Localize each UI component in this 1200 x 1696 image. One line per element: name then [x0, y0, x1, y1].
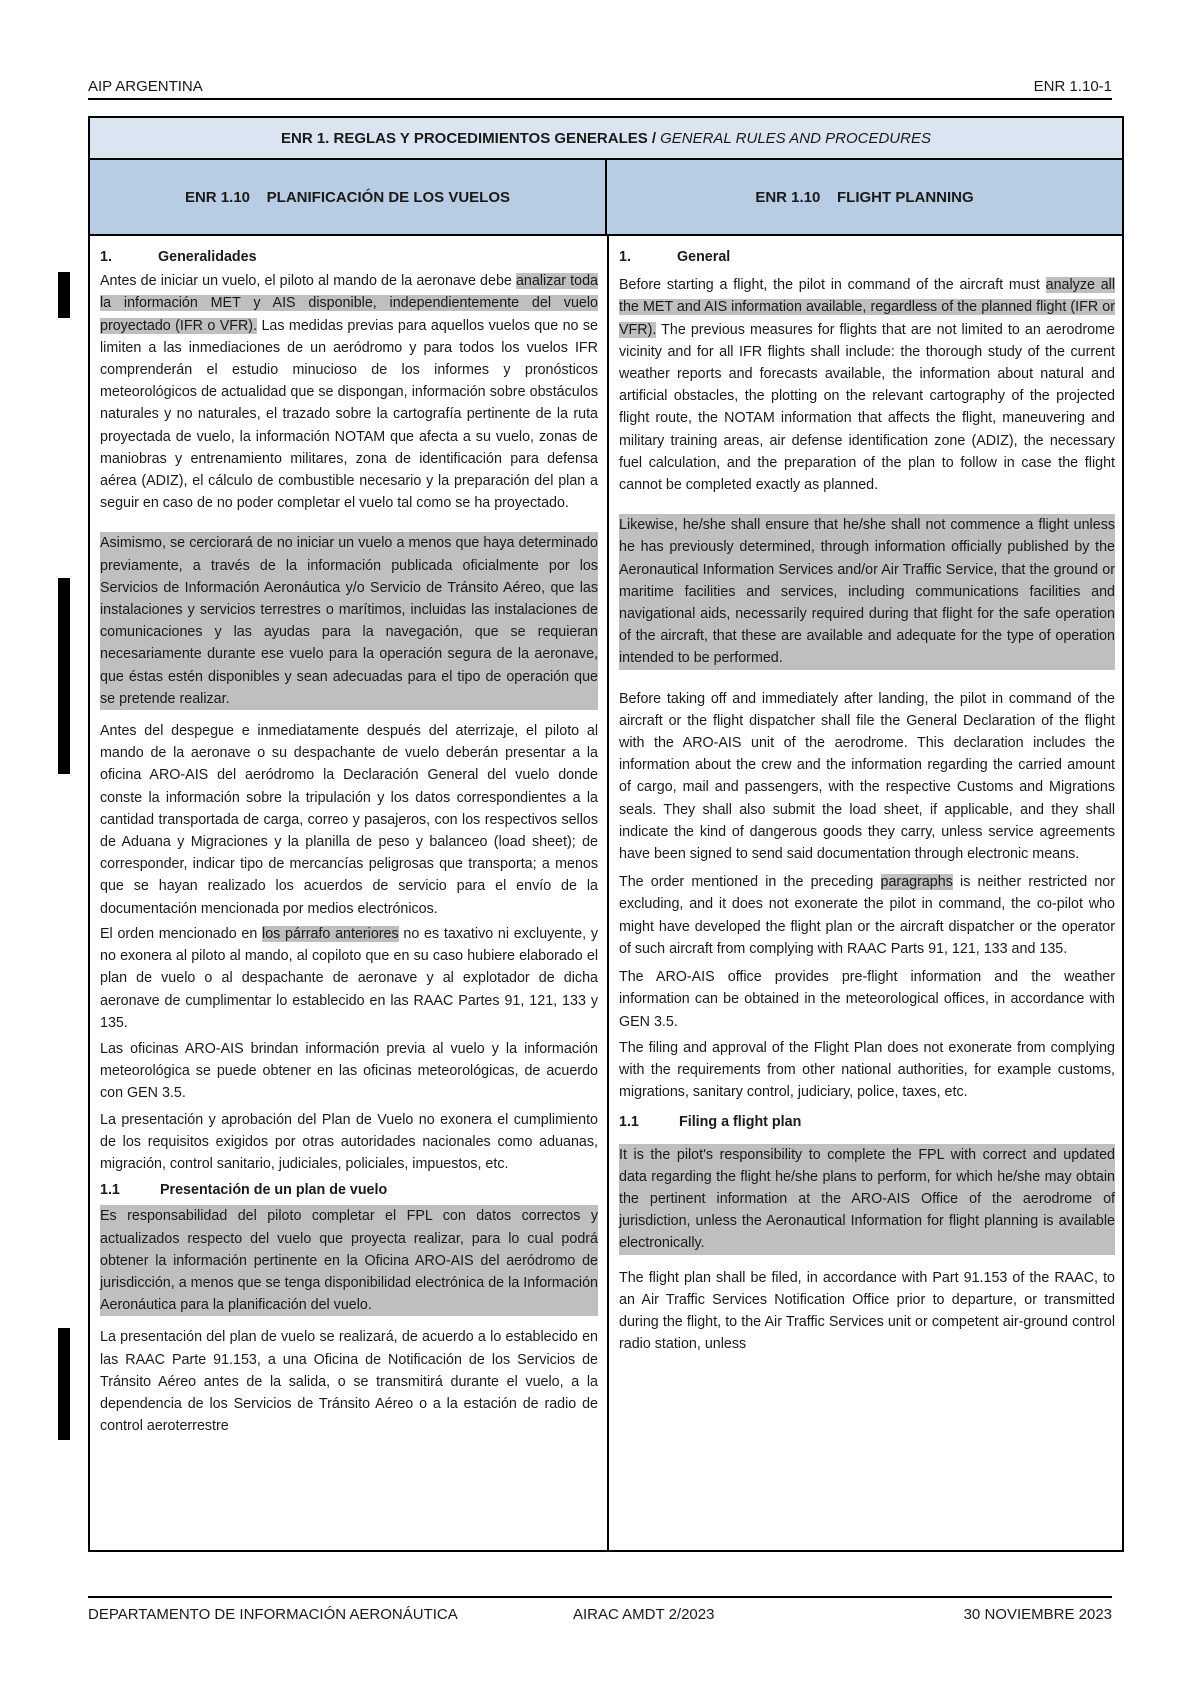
page-header	[88, 76, 1112, 100]
section-heading	[619, 246, 1115, 268]
section-title: Generalidades	[158, 249, 257, 265]
paragraph-text: is neither restricted nor excluding, and it does not exonerate the pilot in command, the co-pilot who might have developed the flight plan or the aircraft dispatcher or the operator of such aircraft from complying with RAAC Parts 91, 121, 133 and 135.	[619, 874, 1116, 957]
paragraph	[100, 923, 598, 1034]
change-bar	[58, 578, 70, 774]
column-divider	[607, 236, 609, 1550]
section-number: 1.	[100, 249, 112, 265]
paragraph: La presentación y aprobación del Plan de Vuelo no exonera el cumplimiento de los requisitos exigidos por otras autoridades nacionales como aduanas, migración, control sanitario, judiciales, policiales, impuestos, etc.	[100, 1111, 598, 1172]
table-title-en: GENERAL RULES AND PROCEDURES	[660, 129, 931, 147]
paragraph	[619, 274, 1115, 496]
column-header-english-label: ENR 1.10 FLIGHT PLANNING	[755, 188, 974, 206]
section-number: 1.	[619, 249, 631, 265]
spanish-column	[100, 246, 598, 1446]
highlighted-text: analyze all the MET and AIS information available, regardless of the planned flight (IFR or VFR).	[619, 277, 1115, 338]
table-title-es: ENR 1. REGLAS Y PROCEDIMIENTOS GENERALES /	[281, 129, 657, 147]
section-heading	[100, 1179, 598, 1201]
paragraph-text: Before starting a flight, the pilot in command of the aircraft must	[619, 277, 1046, 294]
highlighted-text: analizar toda la información MET y AIS disponible, independientemente del vuelo proyectado (IFR o VFR).	[100, 273, 598, 334]
paragraph-text: The order mentioned in the preceding	[619, 874, 881, 891]
section-heading	[100, 246, 598, 268]
table-title	[90, 118, 1122, 160]
column-header-spanish-label: ENR 1.10 PLANIFICACIÓN DE LOS VUELOS	[184, 188, 511, 206]
paragraph: Antes del despegue e inmediatamente después del aterrizaje, el piloto al mando de la aeronave o su despachante de vuelo deberán presentar a la oficina ARO-AIS del aeródromo la Declaración General del vuelo donde conste la información sobre la tripulación y los datos correspondientes a la cantidad transportada de carga, correo y pasajeros, con los respectivos sellos de Aduana y Migraciones y la planilla de peso y balanceo (load sheet); de corresponder, indicar tipo de mercancías peligrosas que transporta; a menos que se hayan realizado los acuerdos de servicio para el envío de la documentación mencionada por medios electrónicos.	[100, 723, 598, 917]
footer-department: DEPARTAMENTO DE INFORMACIÓN AERONÁUTICA	[88, 1606, 458, 1623]
section-title: General	[677, 249, 731, 265]
section-heading	[619, 1111, 1115, 1133]
section-number: 1.1	[100, 1182, 120, 1199]
paragraph: La presentación del plan de vuelo se realizará, de acuerdo a lo establecido en las RAAC Parte 91.153, a una Oficina de Notificación de los Servicios de Tránsito Aéreo antes de la salida, o se transmitirá durante el vuelo, a la dependencia de los Servicios de Tránsito Aéreo o a la estación de radio de control aeroterrestre	[100, 1329, 598, 1435]
paragraph: The filing and approval of the Flight Plan does not exonerate from complying with the requirements from other national authorities, for example customs, migrations, sanitary control, judiciary, police, taxes, etc.	[619, 1039, 1115, 1101]
paragraph-text: Las medidas previas para aquellos vuelos que no se limiten a las inmediaciones de un aeródromo y para todos los vuelos IFR comprenderán el estudio minucioso de los informes y pronósticos meteorológicos de actualidad que se dispongan, información sobre obstáculos naturales y no naturales, el trazado sobre la cartografía pertinente de la ruta proyectada de vuelo, la información NOTAM que afecta a su vuelo, zonas de maniobras y entrenamiento militares, zona de identificación para defensa aérea (ADIZ), el cálculo de combustible necesario y la preparación del plan a seguir en caso de no poder completar el vuelo tal como se ha proyectado.	[100, 317, 598, 512]
column-header-spanish	[90, 160, 607, 236]
paragraph	[100, 270, 598, 514]
paragraph-text: The previous measures for flights that are not limited to an aerodrome vicinity and for all IFR flights shall include: the thorough study of the current weather reports and forecasts available, the information about natural and artificial obstacles, the plotting on the relevant cartography of the projected flight route, the NOTAM information that affects the flight, maneuvering and military training areas, air defense identification zone (ADIZ), the necessary fuel calculation, and the preparation of the plan to follow in case the flight cannot be completed exactly as planned.	[619, 321, 1115, 494]
highlighted-paragraph: Asimismo, se cerciorará de no iniciar un vuelo a menos que haya determinado previamente, a través de la información publicada oficialmente por los Servicios de Información Aeronáutica y/o Servicio de Tránsito Aéreo, que las instalaciones y servicios terrestres o marítimos, incluidas las instalaciones de comunicaciones y las ayudas para la navegación, que se requieran necesariamente durante ese vuelo para la operación segura de la aeronave, que éstas estén disponibles y sean adecuadas para el tipo de operación que se pretende realizar.	[100, 532, 598, 710]
highlighted-paragraph: It is the pilot's responsibility to complete the FPL with correct and updated data regarding the flight he/she plans to perform, for which he/she may obtain the pertinent information at the ARO-AIS Office of the aerodrome of jurisdiction, unless the Aeronautical Information for flight planning is available electronically.	[619, 1144, 1115, 1255]
change-bar	[58, 1328, 70, 1440]
paragraph-text: Antes de iniciar un vuelo, el piloto al mando de la aeronave debe	[100, 273, 516, 290]
footer-amendment: AIRAC AMDT 2/2023	[573, 1606, 715, 1623]
paragraph-text: El orden mencionado en	[100, 925, 263, 942]
highlighted-text: paragraphs	[880, 874, 953, 891]
section-number: 1.1	[619, 1114, 639, 1131]
paragraph-text: no es taxativo ni excluyente, y no exonera al piloto al mando, al copiloto que en su caso hubiere elaborado el plan de vuelo o al despachante de aeronave y al explotador de dicha aeronave de cumplimentar lo establecido en las RAAC Partes 91, 121, 133 y 135.	[100, 925, 598, 1031]
paragraph: The ARO-AIS office provides pre-flight information and the weather information can be obtained in the meteorological offices, in accordance with GEN 3.5.	[619, 969, 1115, 1030]
highlighted-paragraph: Likewise, he/she shall ensure that he/she shall not commence a flight unless he has previously determined, through information officially published by the Aeronautical Information Services and/or Air Traffic Service, that the ground or maritime facilities and services, including communications facilities and navigational aids, necessarily required during that flight for the safe operation of the aircraft, that these are available and adequate for the type of operation intended to be performed.	[619, 514, 1115, 669]
page-footer	[88, 1596, 1112, 1626]
paragraph: The flight plan shall be filed, in accordance with Part 91.153 of the RAAC, to an Air Traffic Services Notification Office prior to departure, or transmitted during the flight, to the Air Traffic Services unit or competent air-ground control radio station, unless	[619, 1269, 1115, 1353]
footer-date: 30 NOVIEMBRE 2023	[963, 1606, 1112, 1623]
change-bar	[58, 272, 70, 318]
highlighted-paragraph: Es responsabilidad del piloto completar el FPL con datos correctos y actualizados respecto del vuelo que proyecta realizar, para lo cual podrá obtener la información pertinente en la Oficina ARO-AIS del aeródromo de jurisdicción, a menos que se tenga disponibilidad electrónica de la Información Aeronáutica para la planificación del vuelo.	[100, 1205, 598, 1316]
header-page-number: ENR 1.10-1	[1033, 78, 1112, 95]
paragraph: Las oficinas ARO-AIS brindan información previa al vuelo y la información meteorológica se puede obtener en las oficinas meteorológicas, de acuerdo con GEN 3.5.	[100, 1040, 598, 1102]
document-table	[88, 116, 1124, 1552]
highlighted-text: los párrafo anteriores	[262, 925, 399, 942]
section-title: Presentación de un plan de vuelo	[160, 1182, 388, 1199]
header-publication: AIP ARGENTINA	[88, 78, 203, 95]
paragraph: Before taking off and immediately after landing, the pilot in command of the aircraft or the flight dispatcher shall file the General Declaration of the flight with the ARO-AIS unit of the aerodrome. This declaration includes the information about the crew and the information regarding the carried amount of cargo, mail and passengers, with the respective Customs and Migrations seals. They shall also submit the load sheet, if applicable, and they shall indicate the kind of dangerous goods they carry, unless service agreements have been signed to send said documentation through electronic means.	[619, 690, 1115, 863]
section-title: Filing a flight plan	[679, 1114, 802, 1131]
paragraph	[619, 871, 1115, 960]
english-column	[619, 246, 1115, 1364]
column-header-english	[607, 160, 1122, 236]
